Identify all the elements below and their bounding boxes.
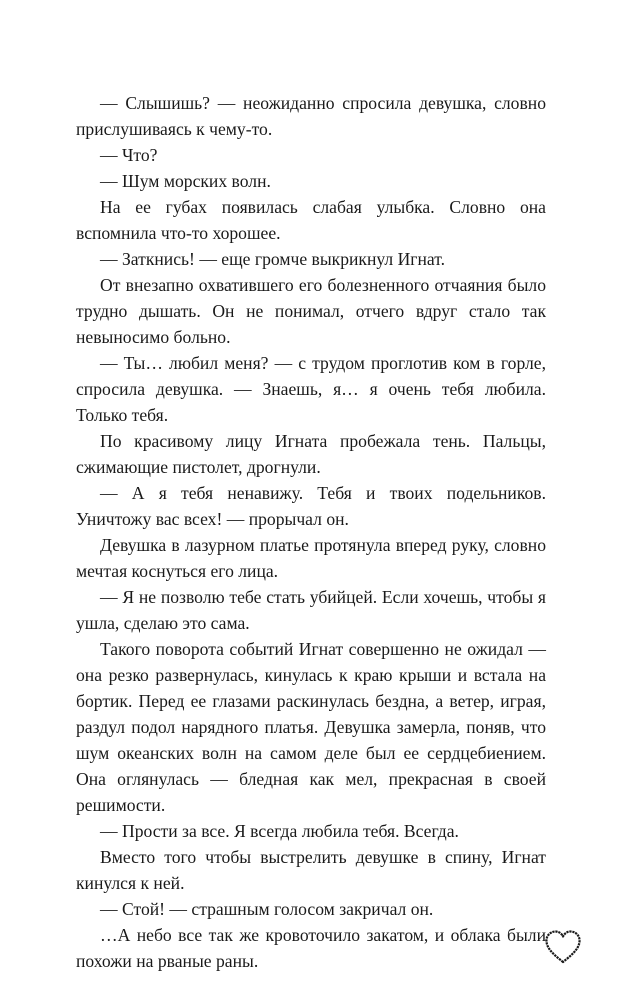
- page-text: [76, 90, 546, 974]
- paragraph: …А небо все так же кровоточило закатом, и облака были похожи на рваные раны.: [76, 925, 546, 971]
- paragraph: — Стой! — страшным голосом закричал он.: [100, 899, 434, 919]
- paragraph: — Прости за все. Я всегда любила тебя. Всегда.: [100, 821, 459, 841]
- paragraph: От внезапно охватившего его болезненного отчаяния было трудно дышать. Он не понимал, отчего вдруг стало так невыносимо больно.: [76, 275, 546, 347]
- paragraph: Такого поворота событий Игнат совершенно не ожидал — она резко развернулась, кинулась к краю крыши и встала на бортик. Перед ее глазами раскинулась бездна, а ветер, играя, раздул подол нарядного платья. Девушка замерла, поняв, что шум океанских волн на самом деле был ее сердцебиением. Она оглянулась — бледная как мел, прекрасная в своей решимости.: [76, 639, 546, 815]
- paragraph: — Ты… любил меня? — с трудом проглотив ком в горле, спросила девушка. — Знаешь, я… я очень тебя любила. Только тебя.: [76, 353, 546, 425]
- heart-outline-icon: [543, 928, 583, 966]
- paragraph: Вместо того чтобы выстрелить девушке в спину, Игнат кинулся к ней.: [76, 847, 546, 893]
- paragraph: — Шум морских волн.: [100, 171, 271, 191]
- paragraph: — А я тебя ненавижу. Тебя и твоих подельников. Уничтожу вас всех! — прорычал он.: [76, 483, 546, 529]
- paragraph: — Что?: [100, 145, 158, 165]
- paragraph: — Я не позволю тебе стать убийцей. Если хочешь, чтобы я ушла, сделаю это сама.: [76, 587, 546, 633]
- paragraph: Девушка в лазурном платье протянула вперед руку, словно мечтая коснуться его лица.: [76, 535, 546, 581]
- paragraph: — Заткнись! — еще громче выкрикнул Игнат.: [100, 249, 446, 269]
- paragraph: На ее губах появилась слабая улыбка. Словно она вспомнила что-то хорошее.: [76, 197, 546, 243]
- paragraph: По красивому лицу Игната пробежала тень. Пальцы, сжимающие пистолет, дрогнули.: [76, 431, 546, 477]
- paragraph: — Слышишь? — неожиданно спросила девушка, словно прислушиваясь к чему-то.: [76, 93, 546, 139]
